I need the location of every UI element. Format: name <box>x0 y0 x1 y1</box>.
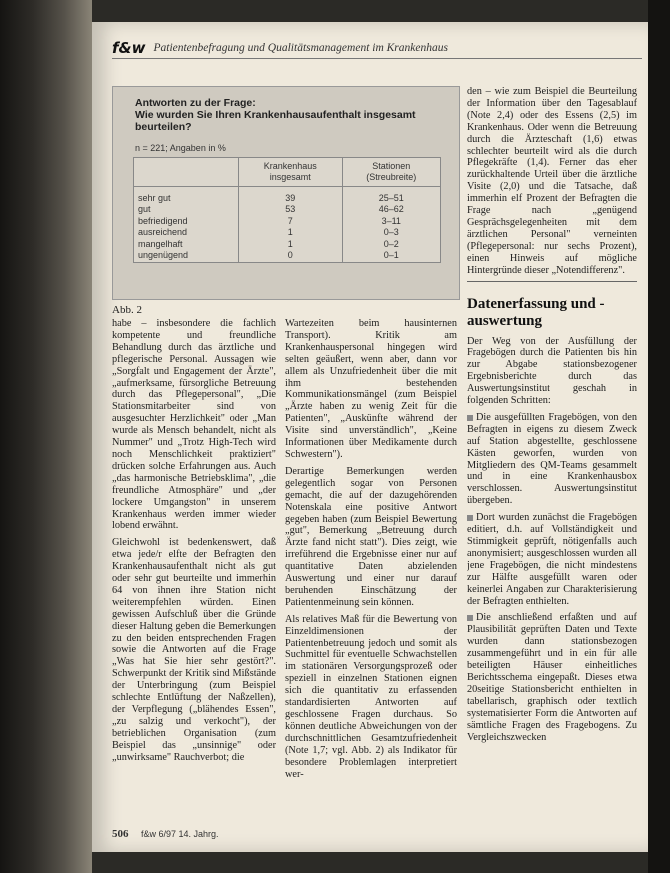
row-range: 0–2 <box>342 239 441 251</box>
header-total-line1: Krankenhaus <box>263 161 317 171</box>
bullet-square-icon <box>467 415 473 421</box>
page-number: 506 <box>112 828 129 840</box>
figure-header-total <box>239 158 343 187</box>
paragraph: Gleichwohl ist bedenkenswert, daß etwa jede/r elfte der Befragten den Krankenhausaufenthalt nicht als gut oder sehr gut beurteilte und immerhin 64 von ihnen ihre Station nicht weiterempfehlen würden. Einen gewissen Aufschluß über die Gründe dieser Haltung geben die Bemerkungen zu den beiden entsprechenden Fragen sowie die Antworten auf die Frage „Was hat Sie hier sehr gestört?". Schwerpunkt der Kritik sind Mißstände der Unterbringung (zum Beispiel schlechte Entlüftung der Naßzellen), der Verpflegung („blähendes Essen", „zu salzig und verkocht"), der betrieblichen Organisation (zum Beispiel das „unsinnige" oder „unwirksame" Rauchverbot; die <box>112 537 276 763</box>
figure-table <box>133 157 441 263</box>
table-row <box>134 193 441 205</box>
paragraph: Als relatives Maß für die Bewertung von Einzeldimensionen der Patientenbetreuung jedoch und somit als Suchmittel für eventuelle Schwachstellen im stationären Versorgungsprozeß oder speziell in einzelnen Stationen eignen sich die quantitativ zu erfassenden standardisierten Antworten auf geschlossene Fragen durchaus. So können deutliche Abweichungen von der durchschnittlichen Gesamtzufriedenheit (Note 1,7; vgl. Abb. 2) als Indikator für besondere Problemlagen interpretiert wer- <box>285 613 457 780</box>
bullet-square-icon <box>467 615 473 621</box>
row-total: 1 <box>239 239 343 251</box>
row-range: 0–3 <box>342 227 441 239</box>
document-page <box>92 22 648 852</box>
figure-caption: Abb. 2 <box>112 304 142 316</box>
bullet-paragraph <box>467 412 637 507</box>
paragraph: Wartezeiten beim hausinternen Transport). Kritik am Krankenhauspersonal hingegen wird selten geäußert, wenn aber, dann vor allem als Unzufriedenheit über die mit ihm bestehenden Kommunikationsmängel (zum Beispiel „Ärzte haben zu wenig Zeit für die Patienten", „Auskünfte während der Visite sind unverständlich", „Keine Informationen über Medikamente durch Schwestern"). <box>285 318 457 460</box>
bullet-paragraph <box>467 612 637 743</box>
row-total: 39 <box>239 193 343 205</box>
header-title: Patientenbefragung und Qualitätsmanagement im Krankenhaus <box>153 42 448 54</box>
row-total: 7 <box>239 216 343 228</box>
figure-header-empty <box>134 158 239 187</box>
text-column-3 <box>467 86 637 826</box>
figure-question-line1: Antworten zu der Frage: <box>135 97 256 109</box>
row-range: 0–1 <box>342 250 441 262</box>
row-total: 0 <box>239 250 343 262</box>
paragraph: Derartige Bemerkungen werden gelegentlich sogar von Personen gemacht, die auf der dazugehörenden Notenskala eine positive Antwort gegeben haben (zum Beispiel Bewertung „gut", Bemerkung „Betreuung durch Ärzte fand nicht statt"). Dies zeigt, wie irreführend die Ergebnisse einer nur auf quantitative Daten abzielenden Auswertung und einer nur darauf beruhenden Einschätzung der Patientenmeinung sein können. <box>285 465 457 608</box>
journal-logo: f&w <box>112 39 146 57</box>
row-range: 46–62 <box>342 204 441 216</box>
book-spine <box>0 0 92 873</box>
table-row <box>134 216 441 228</box>
section-divider <box>467 281 637 282</box>
running-header <box>112 38 642 59</box>
table-row <box>134 250 441 262</box>
section-heading: Datenerfassung und -auswertung <box>467 295 605 329</box>
figure-question <box>135 97 435 133</box>
paragraph: Der Weg von der Ausfüllung der Fragebögen durch die Patienten bis hin zur Abgabe stationsbezogener Ergebnisberichte durch das Auswertungsinstitut geschah in folgenden Schritten: <box>467 335 637 407</box>
row-label: gut <box>134 204 239 216</box>
journal-info: f&w 6/97 14. Jahrg. <box>141 829 219 839</box>
bullet-text: Dort wurden zunächst die Fragebögen editiert, d.h. auf Vollständigkeit und Stimmigkeit geprüft, nötigenfalls auch anonymisiert; ausgeschlossen wurden all jene Fragebögen, die nicht mindestens zur Hälfte ausgefüllt waren oder keinerlei Angaben zur Charakterisierung der Befragten enthielten. <box>467 512 637 607</box>
table-row <box>134 204 441 216</box>
row-range: 3–11 <box>342 216 441 228</box>
row-label: ausreichend <box>134 227 239 239</box>
figure-sample-note: n = 221; Angaben in % <box>135 143 226 153</box>
text-column-2 <box>285 318 457 818</box>
figure-question-line2: Wie wurden Sie Ihren Krankenhausaufenthalt insgesamt beurteilen? <box>135 109 416 133</box>
header-range-line2: (Streubreite) <box>366 172 417 182</box>
row-label: mangelhaft <box>134 239 239 251</box>
figure-header-range <box>342 158 441 187</box>
bullet-square-icon <box>467 515 473 521</box>
figure-table-header <box>134 158 441 187</box>
header-total-line2: insgesamt <box>269 172 311 182</box>
table-row <box>134 239 441 251</box>
bullet-text: Die ausgefüllten Fragebögen, von den Befragten in eigens zu diesem Zweck auf Station abgestellte, geschlossene Kästen geworfen, wurden von Mitgliedern des QM-Teams gesammelt und in eine Krankenhausbox verschlossen. Auswertungsinstitut übergeben. <box>467 411 637 507</box>
table-row <box>134 227 441 239</box>
text-column-1 <box>112 318 276 818</box>
page-footer <box>112 828 219 840</box>
paragraph: den – wie zum Beispiel die Beurteilung der Information über den Tagesablauf (Note 2,4) oder des Essens (2,5) im Krankenhaus. Oder wenn die Betreuung durch die Ärzteschaft (1,6) etwas schlechter beurteilt wird als die durch Pflegekräfte (1,4). Ferner das eher zurückhaltende Urteil über die ärztliche Visite (2,0) und die Tatsache, daß immerhin elf Prozent der Befragten die Frage nach „genügend Gesprächsgelegenheiten mit dem ärztlichen Personal" verneinten (Pflegepersonal: nur sechs Prozent), einen Hinweis auf mögliche Hintergründe dieser „Notendifferenz". <box>467 86 637 276</box>
row-range: 25–51 <box>342 193 441 205</box>
row-label: sehr gut <box>134 193 239 205</box>
bullet-paragraph <box>467 512 637 607</box>
row-total: 53 <box>239 204 343 216</box>
row-label: ungenügend <box>134 250 239 262</box>
figure-box <box>112 86 460 300</box>
row-label: befriedigend <box>134 216 239 228</box>
paragraph: habe – insbesondere die fachlich kompetente und freundliche Behandlung durch das ärztliche und pflegerische Personal. Aussagen wie „Sorgfalt und Engagement der Ärzte", „aufmerksame, fürsorgliche Betreuung durch das Pflegepersonal", „Die Stationsmitarbeiter sind von ausgesuchter Herzlichkeit" oder „Man wurde als Mensch behandelt, nicht als Nummer" und „Trotz High-Tech wird noch Menschlichkeit praktiziert" drücken solche Erfahrungen aus. Auch „das harmonische Betriebsklima", „die freundliche Atmosphäre" und „der lockere Umgangston" in unserem Krankenhaus werden immer wieder lobend erwähnt. <box>112 318 276 532</box>
bullet-text: Die anschließend erfaßten und auf Plausibilität geprüften Daten und Texte wurden dann stationsbezogen zusammengeführt und in ein für alle beteiligten Häuser einheitliches Berichtsschema eingepaßt. Dieses etwa 20seitige Stationsbericht enthielten in tabellarisch, graphisch oder textlich systematisierter Form die Antworten auf sämtliche Fragen des Fragebogens. Zu Vergleichszwecken <box>467 612 637 743</box>
header-range-line1: Stationen <box>372 161 411 171</box>
page-edge <box>648 0 670 873</box>
row-total: 1 <box>239 227 343 239</box>
